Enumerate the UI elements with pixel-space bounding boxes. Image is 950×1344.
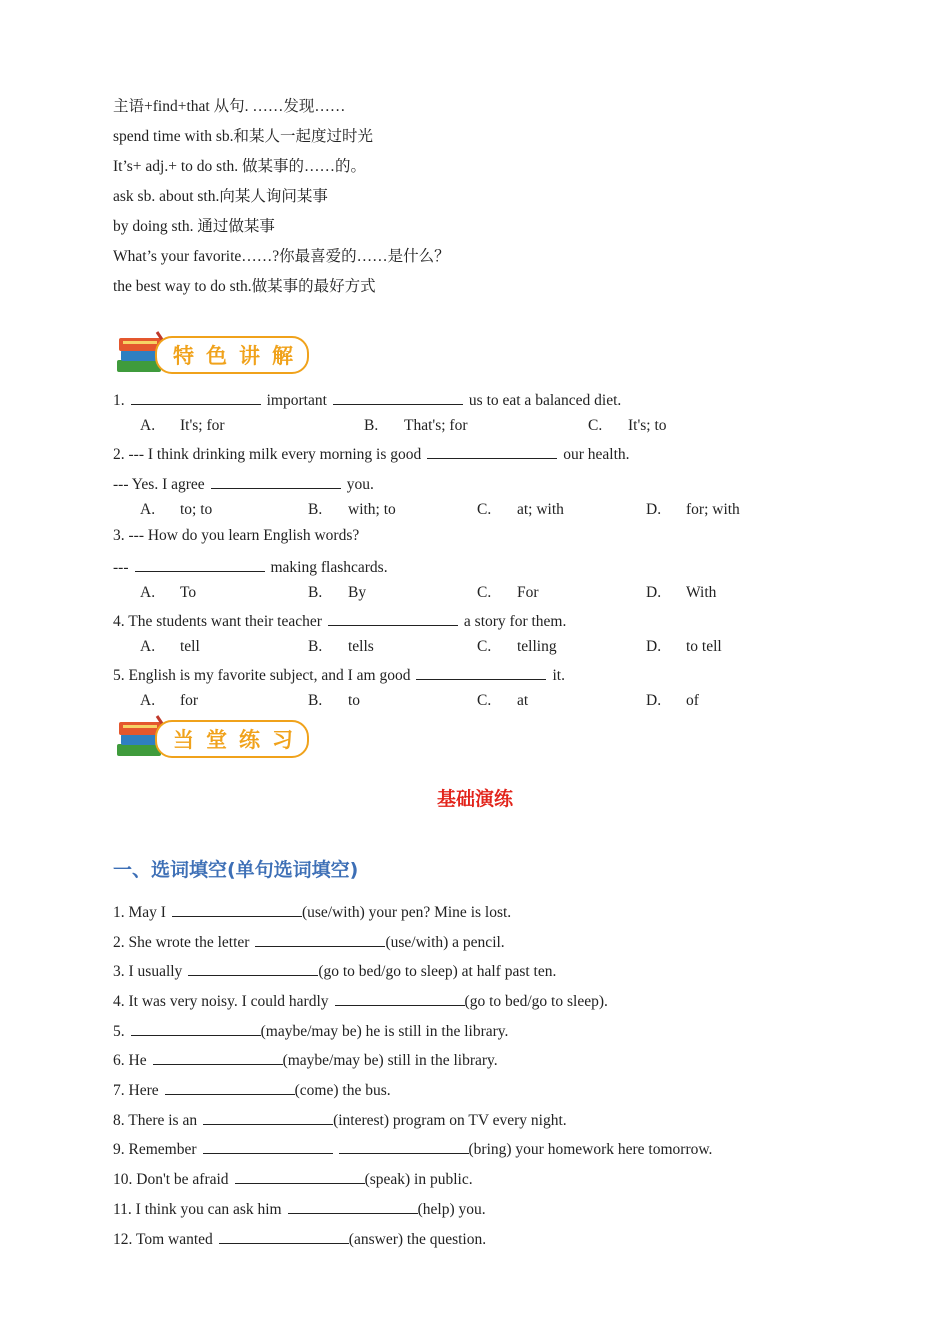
answer-blank[interactable]	[188, 961, 318, 976]
options-3	[113, 584, 813, 604]
question-3: 3. --- How do you learn English words?	[113, 527, 360, 544]
option[interactable]: B. That's; for	[364, 417, 468, 434]
answer-blank[interactable]	[416, 665, 546, 680]
answer-blank[interactable]	[427, 444, 557, 459]
option[interactable]: D. for; with	[646, 501, 740, 518]
option[interactable]: C. For	[477, 584, 539, 601]
option[interactable]: D. of	[646, 692, 699, 709]
fill-item: 6. He (maybe/may be) still in the library.	[113, 1052, 498, 1069]
option[interactable]: B. tells	[308, 638, 374, 655]
options-1	[113, 417, 813, 437]
question-2: 2. --- I think drinking milk every morning is good our health.	[113, 446, 630, 463]
banner-practice	[113, 714, 313, 764]
question-4: 4. The students want their teacher a story for them.	[113, 613, 567, 630]
option[interactable]: C. It's; to	[588, 417, 667, 434]
q-text: us to eat a balanced diet.	[468, 392, 622, 409]
question-1	[113, 390, 621, 410]
answer-blank[interactable]	[235, 1169, 365, 1184]
fill-item: 8. There is an (interest) program on TV every night.	[113, 1112, 567, 1129]
option[interactable]: C. at; with	[477, 501, 564, 518]
answer-blank[interactable]	[131, 390, 261, 405]
answer-blank[interactable]	[328, 611, 458, 626]
option[interactable]: A. to; to	[140, 501, 213, 518]
option[interactable]: A. tell	[140, 638, 200, 655]
options-2	[113, 501, 813, 521]
fill-item: 7. Here (come) the bus.	[113, 1082, 391, 1099]
phrase-line: 主语+find+that 从句. ……发现……	[113, 98, 346, 115]
answer-blank[interactable]	[211, 474, 341, 489]
banner-feature	[113, 330, 313, 380]
section-title: 基础演练	[436, 788, 513, 810]
q-number: 1.	[113, 392, 125, 409]
option[interactable]: D. to tell	[646, 638, 722, 655]
fill-item: 9. Remember (bring) your homework here tomorrow.	[113, 1141, 713, 1158]
fill-item: 12. Tom wanted (answer) the question.	[113, 1231, 487, 1248]
option[interactable]: C. telling	[477, 638, 557, 655]
banner-title: 当堂练习	[173, 728, 305, 752]
q-text: important	[266, 392, 327, 409]
option[interactable]: B. to	[308, 692, 361, 709]
option[interactable]: C. at	[477, 692, 529, 709]
option[interactable]: A. for	[140, 692, 199, 709]
fill-item: 5. (maybe/may be) he is still in the library.	[113, 1023, 509, 1040]
answer-blank[interactable]	[172, 902, 302, 917]
answer-blank[interactable]	[153, 1050, 283, 1065]
banner-title: 特色讲解	[173, 344, 305, 368]
phrase-line: ask sb. about sth.向某人询问某事	[113, 188, 328, 205]
answer-blank[interactable]	[165, 1080, 295, 1095]
option[interactable]: B. By	[308, 584, 367, 601]
phrase-line: spend time with sb.和某人一起度过时光	[113, 128, 374, 145]
fill-item: 1. May I (use/with) your pen? Mine is lost.	[113, 904, 512, 921]
question-2-reply: --- Yes. I agree you.	[113, 476, 374, 493]
fill-item: 4. It was very noisy. I could hardly (go to bed/go to sleep).	[113, 993, 608, 1010]
phrase-line: by doing sth. 通过做某事	[113, 218, 275, 235]
fill-item: 3. I usually (go to bed/go to sleep) at half past ten.	[113, 963, 557, 980]
answer-blank[interactable]	[339, 1139, 469, 1154]
option[interactable]: A. It's; for	[140, 417, 225, 434]
question-3-reply: --- making flashcards.	[113, 559, 388, 576]
phrase-line: the best way to do sth.做某事的最好方式	[113, 278, 376, 295]
options-5	[113, 692, 813, 712]
answer-blank[interactable]	[203, 1110, 333, 1125]
fill-item: 2. She wrote the letter (use/with) a pencil.	[113, 934, 505, 951]
answer-blank[interactable]	[288, 1199, 418, 1214]
answer-blank[interactable]	[333, 390, 463, 405]
option[interactable]: D. With	[646, 584, 717, 601]
answer-blank[interactable]	[335, 991, 465, 1006]
phrase-line: What’s your favorite……?你最喜爱的……是什么？	[113, 248, 450, 265]
option[interactable]: B. with; to	[308, 501, 396, 518]
phrase-line: It’s+ adj.+ to do sth. 做某事的……的。	[113, 158, 366, 175]
answer-blank[interactable]	[255, 932, 385, 947]
answer-blank[interactable]	[203, 1139, 333, 1154]
options-4	[113, 638, 813, 658]
answer-blank[interactable]	[135, 557, 265, 572]
answer-blank[interactable]	[219, 1229, 349, 1244]
fill-item: 10. Don't be afraid (speak) in public.	[113, 1171, 473, 1188]
question-5: 5. English is my favorite subject, and I am good it.	[113, 667, 565, 684]
answer-blank[interactable]	[131, 1021, 261, 1036]
fill-item: 11. I think you can ask him (help) you.	[113, 1201, 486, 1218]
subsection-title: 一、选词填空(单句选词填空)	[113, 859, 359, 881]
option[interactable]: A. To	[140, 584, 197, 601]
